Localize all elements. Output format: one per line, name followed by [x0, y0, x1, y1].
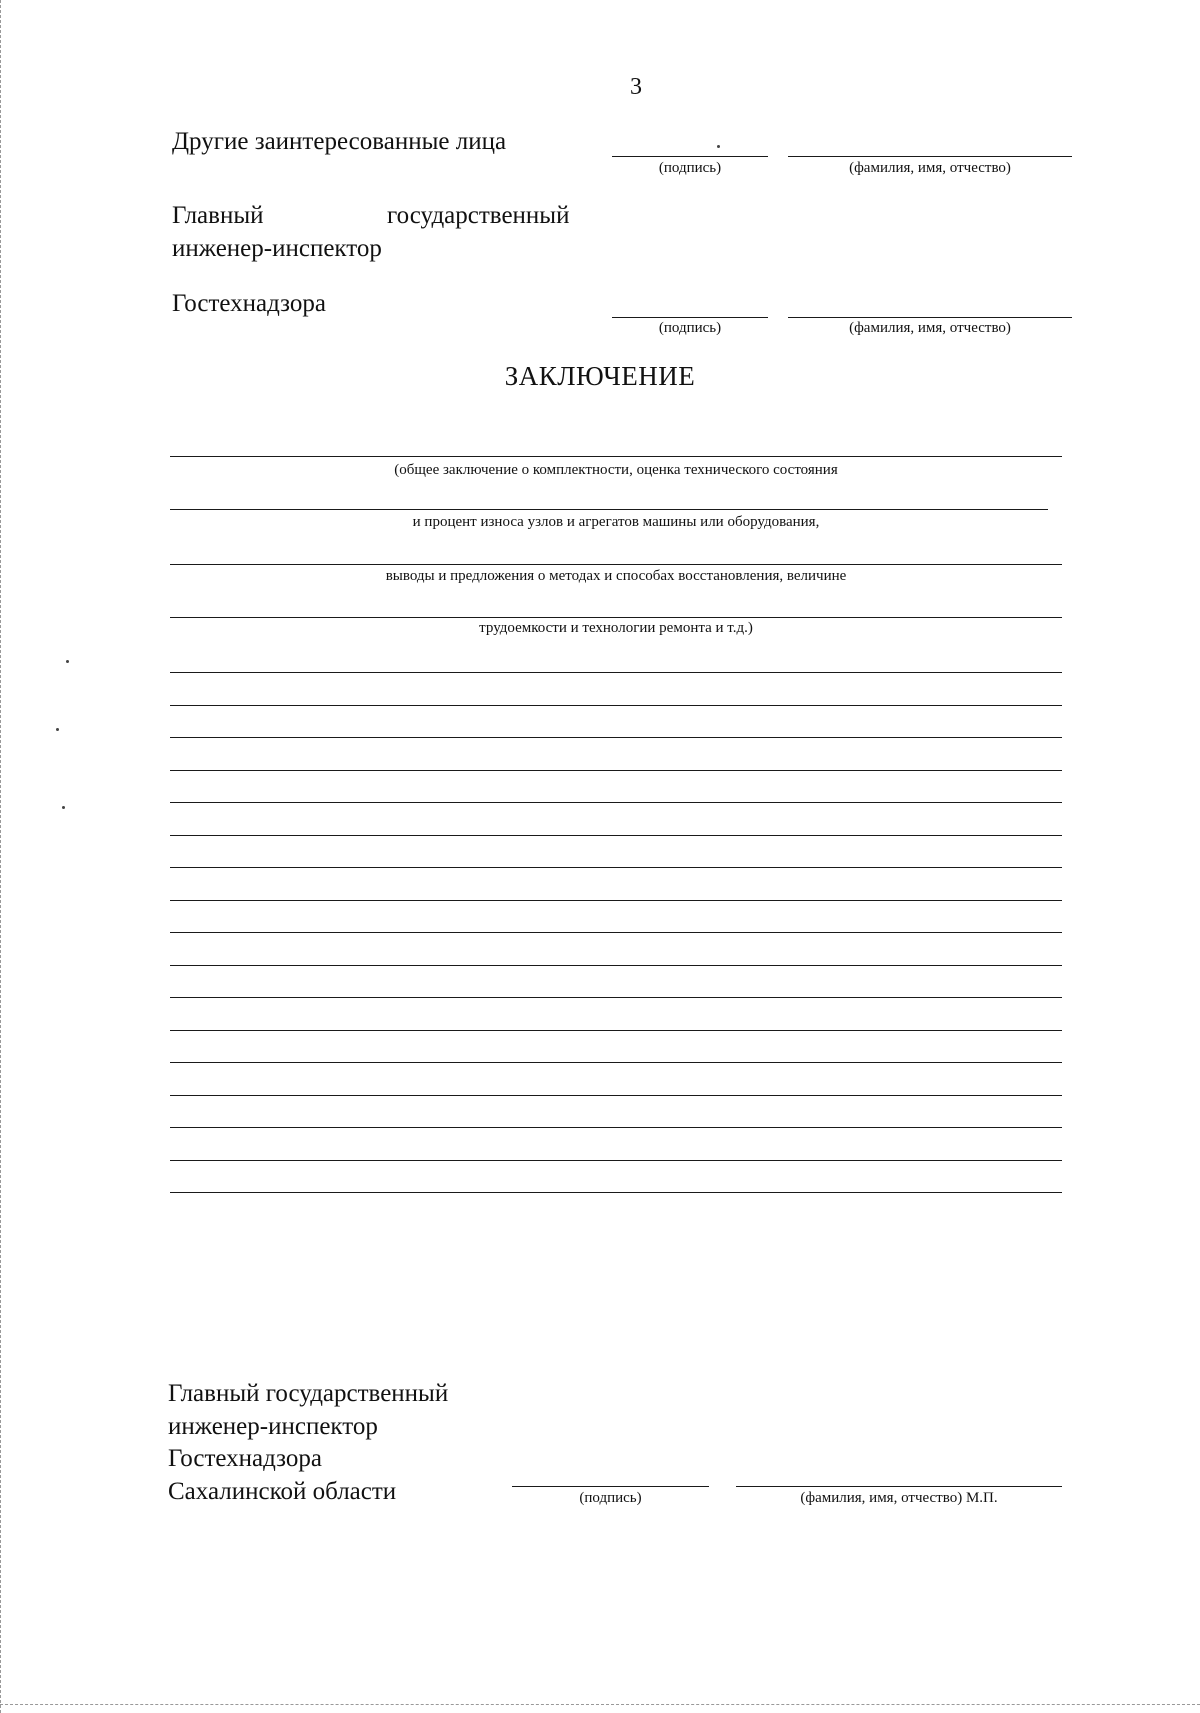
- conclusion-blank-line[interactable]: [170, 1160, 1062, 1161]
- conclusion-line-2[interactable]: [170, 509, 1048, 510]
- conclusion-blank-line[interactable]: [170, 1192, 1062, 1193]
- inspector-title-line2: инженер-инспектор: [172, 235, 382, 262]
- conclusion-blank-line[interactable]: [170, 770, 1062, 771]
- conclusion-blank-line[interactable]: [170, 1030, 1062, 1031]
- conclusion-caption-4: трудоемкости и технологии ремонта и т.д.): [479, 620, 753, 636]
- other-persons-name-caption: (фамилия, имя, отчество): [849, 160, 1011, 176]
- inspector-name-line[interactable]: [788, 317, 1072, 318]
- bottom-inspector-line2: инженер-инспектор: [168, 1413, 378, 1440]
- conclusion-blank-line[interactable]: [170, 1062, 1062, 1063]
- scan-speck: [717, 145, 720, 148]
- other-persons-label: Другие заинтересованные лица: [172, 128, 507, 155]
- bottom-signature-line[interactable]: [512, 1486, 709, 1487]
- conclusion-caption-2: и процент износа узлов и агрегатов машины или оборудования,: [412, 514, 820, 530]
- conclusion-title: ЗАКЛЮЧЕНИЕ: [504, 361, 696, 391]
- other-persons-signature-line[interactable]: [612, 156, 768, 157]
- inspector-title-line3: Гостехнадзора: [172, 290, 326, 317]
- scan-speck: [62, 806, 65, 809]
- bottom-name-line[interactable]: [736, 1486, 1062, 1487]
- bottom-inspector-line4: Сахалинской области: [168, 1478, 397, 1505]
- bottom-name-caption: (фамилия, имя, отчество) М.П.: [800, 1490, 998, 1506]
- scan-bottom-edge: [0, 1704, 1200, 1705]
- conclusion-blank-line[interactable]: [170, 802, 1062, 803]
- conclusion-line-4[interactable]: [170, 617, 1062, 618]
- conclusion-blank-line[interactable]: [170, 965, 1062, 966]
- inspector-name-caption: (фамилия, имя, отчество): [849, 320, 1011, 336]
- bottom-inspector-line3: Гостехнадзора: [168, 1445, 322, 1472]
- conclusion-blank-line[interactable]: [170, 835, 1062, 836]
- scan-left-edge: [0, 0, 3, 1713]
- inspector-title-word1: Главный: [172, 202, 264, 229]
- conclusion-blank-line[interactable]: [170, 1127, 1062, 1128]
- inspector-signature-caption: (подпись): [658, 320, 722, 336]
- conclusion-blank-line[interactable]: [170, 997, 1062, 998]
- bottom-inspector-line1: Главный государственный: [168, 1380, 449, 1407]
- conclusion-blank-line[interactable]: [170, 867, 1062, 868]
- conclusion-blank-line[interactable]: [170, 705, 1062, 706]
- conclusion-caption-1: (общее заключение о комплектности, оценка технического состояния: [394, 462, 838, 478]
- scan-speck: [56, 728, 59, 731]
- conclusion-line-1[interactable]: [170, 456, 1062, 457]
- page-number: 3: [630, 74, 642, 100]
- other-persons-signature-caption: (подпись): [658, 160, 722, 176]
- inspector-title-word2: государственный: [387, 202, 570, 229]
- inspector-signature-line[interactable]: [612, 317, 768, 318]
- conclusion-line-3[interactable]: [170, 564, 1062, 565]
- conclusion-blank-line[interactable]: [170, 672, 1062, 673]
- conclusion-blank-line[interactable]: [170, 1095, 1062, 1096]
- conclusion-blank-line[interactable]: [170, 932, 1062, 933]
- scan-speck: [66, 660, 69, 663]
- conclusion-blank-line[interactable]: [170, 900, 1062, 901]
- conclusion-caption-3: выводы и предложения о методах и способах восстановления, величине: [385, 568, 847, 584]
- conclusion-blank-line[interactable]: [170, 737, 1062, 738]
- bottom-signature-caption: (подпись): [579, 1490, 642, 1506]
- other-persons-name-line[interactable]: [788, 156, 1072, 157]
